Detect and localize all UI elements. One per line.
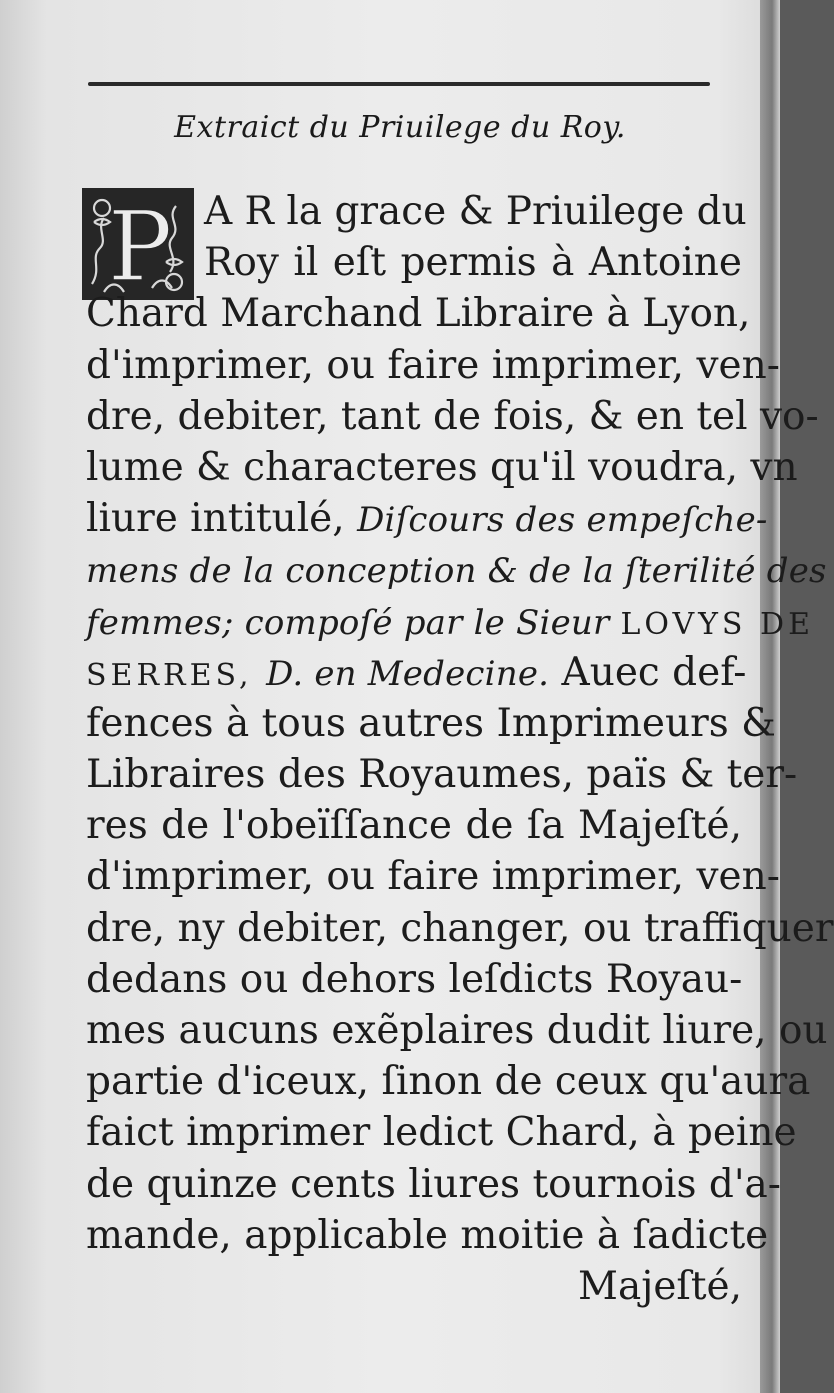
text-line: Libraires des Royaumes, païs & ter- <box>86 752 798 798</box>
book-title-italic: femmes; compoſé par le Sieur <box>86 602 621 643</box>
text-line <box>86 544 827 595</box>
author-name: SERRES, <box>86 657 267 693</box>
running-head: Extraict du Priuilege du Roy. <box>174 110 626 145</box>
text-line: d'imprimer, ou faire imprimer, ven- <box>86 854 780 900</box>
text-line: mes aucuns exẽplaires dudit liure, ou <box>86 1008 828 1053</box>
author-name: LOVYS DE <box>620 606 814 642</box>
initial-letter: P <box>107 191 173 303</box>
text-line: partie d'iceux, ſinon de ceux qu'aura <box>86 1059 811 1105</box>
text-line: Chard Marchand Libraire à Lyon, <box>86 291 751 337</box>
book-title-italic: Diſcours des empeſche- <box>357 500 768 541</box>
text-line: fences à tous autres Imprimeurs & <box>86 700 776 746</box>
catchword: Majeſté, <box>578 1263 742 1309</box>
text-line: faict imprimer ledict Chard, à peine <box>86 1110 797 1156</box>
text-line: d'imprimer, ou faire imprimer, ven- <box>86 342 780 388</box>
text-line: res de l'obeïſſance de ſa Majeſté, <box>86 803 742 849</box>
privilege-text <box>86 186 834 1312</box>
text-line: dedans ou dehors leſdicts Royau- <box>86 956 743 1002</box>
author-title-italic: D. en Medecine. <box>266 653 550 694</box>
text-line: de quinze cents liures tournois d'a- <box>86 1161 781 1207</box>
text-line: liure intitulé, Diſcours des empeſche- <box>86 496 768 542</box>
header-rule <box>88 82 710 86</box>
text-line: SERRES, D. en Medecine. Auec def- <box>86 649 747 695</box>
text-line: lume & characteres qu'il voudra, vn <box>86 444 798 490</box>
text-line: A R la grace & Priuilege du <box>204 189 747 234</box>
text-line <box>86 596 814 647</box>
text-line: Roy il eſt permis à Antoine <box>204 240 742 286</box>
text-line: dre, debiter, tant de fois, & en tel vo- <box>86 393 819 439</box>
book-title-italic: mens de la conception & de la ſterilité des <box>86 551 827 592</box>
text-line: dre, ny debiter, changer, ou traffiquer <box>86 905 834 951</box>
text-line: mande, applicable moitie à ſadicte <box>86 1212 769 1258</box>
